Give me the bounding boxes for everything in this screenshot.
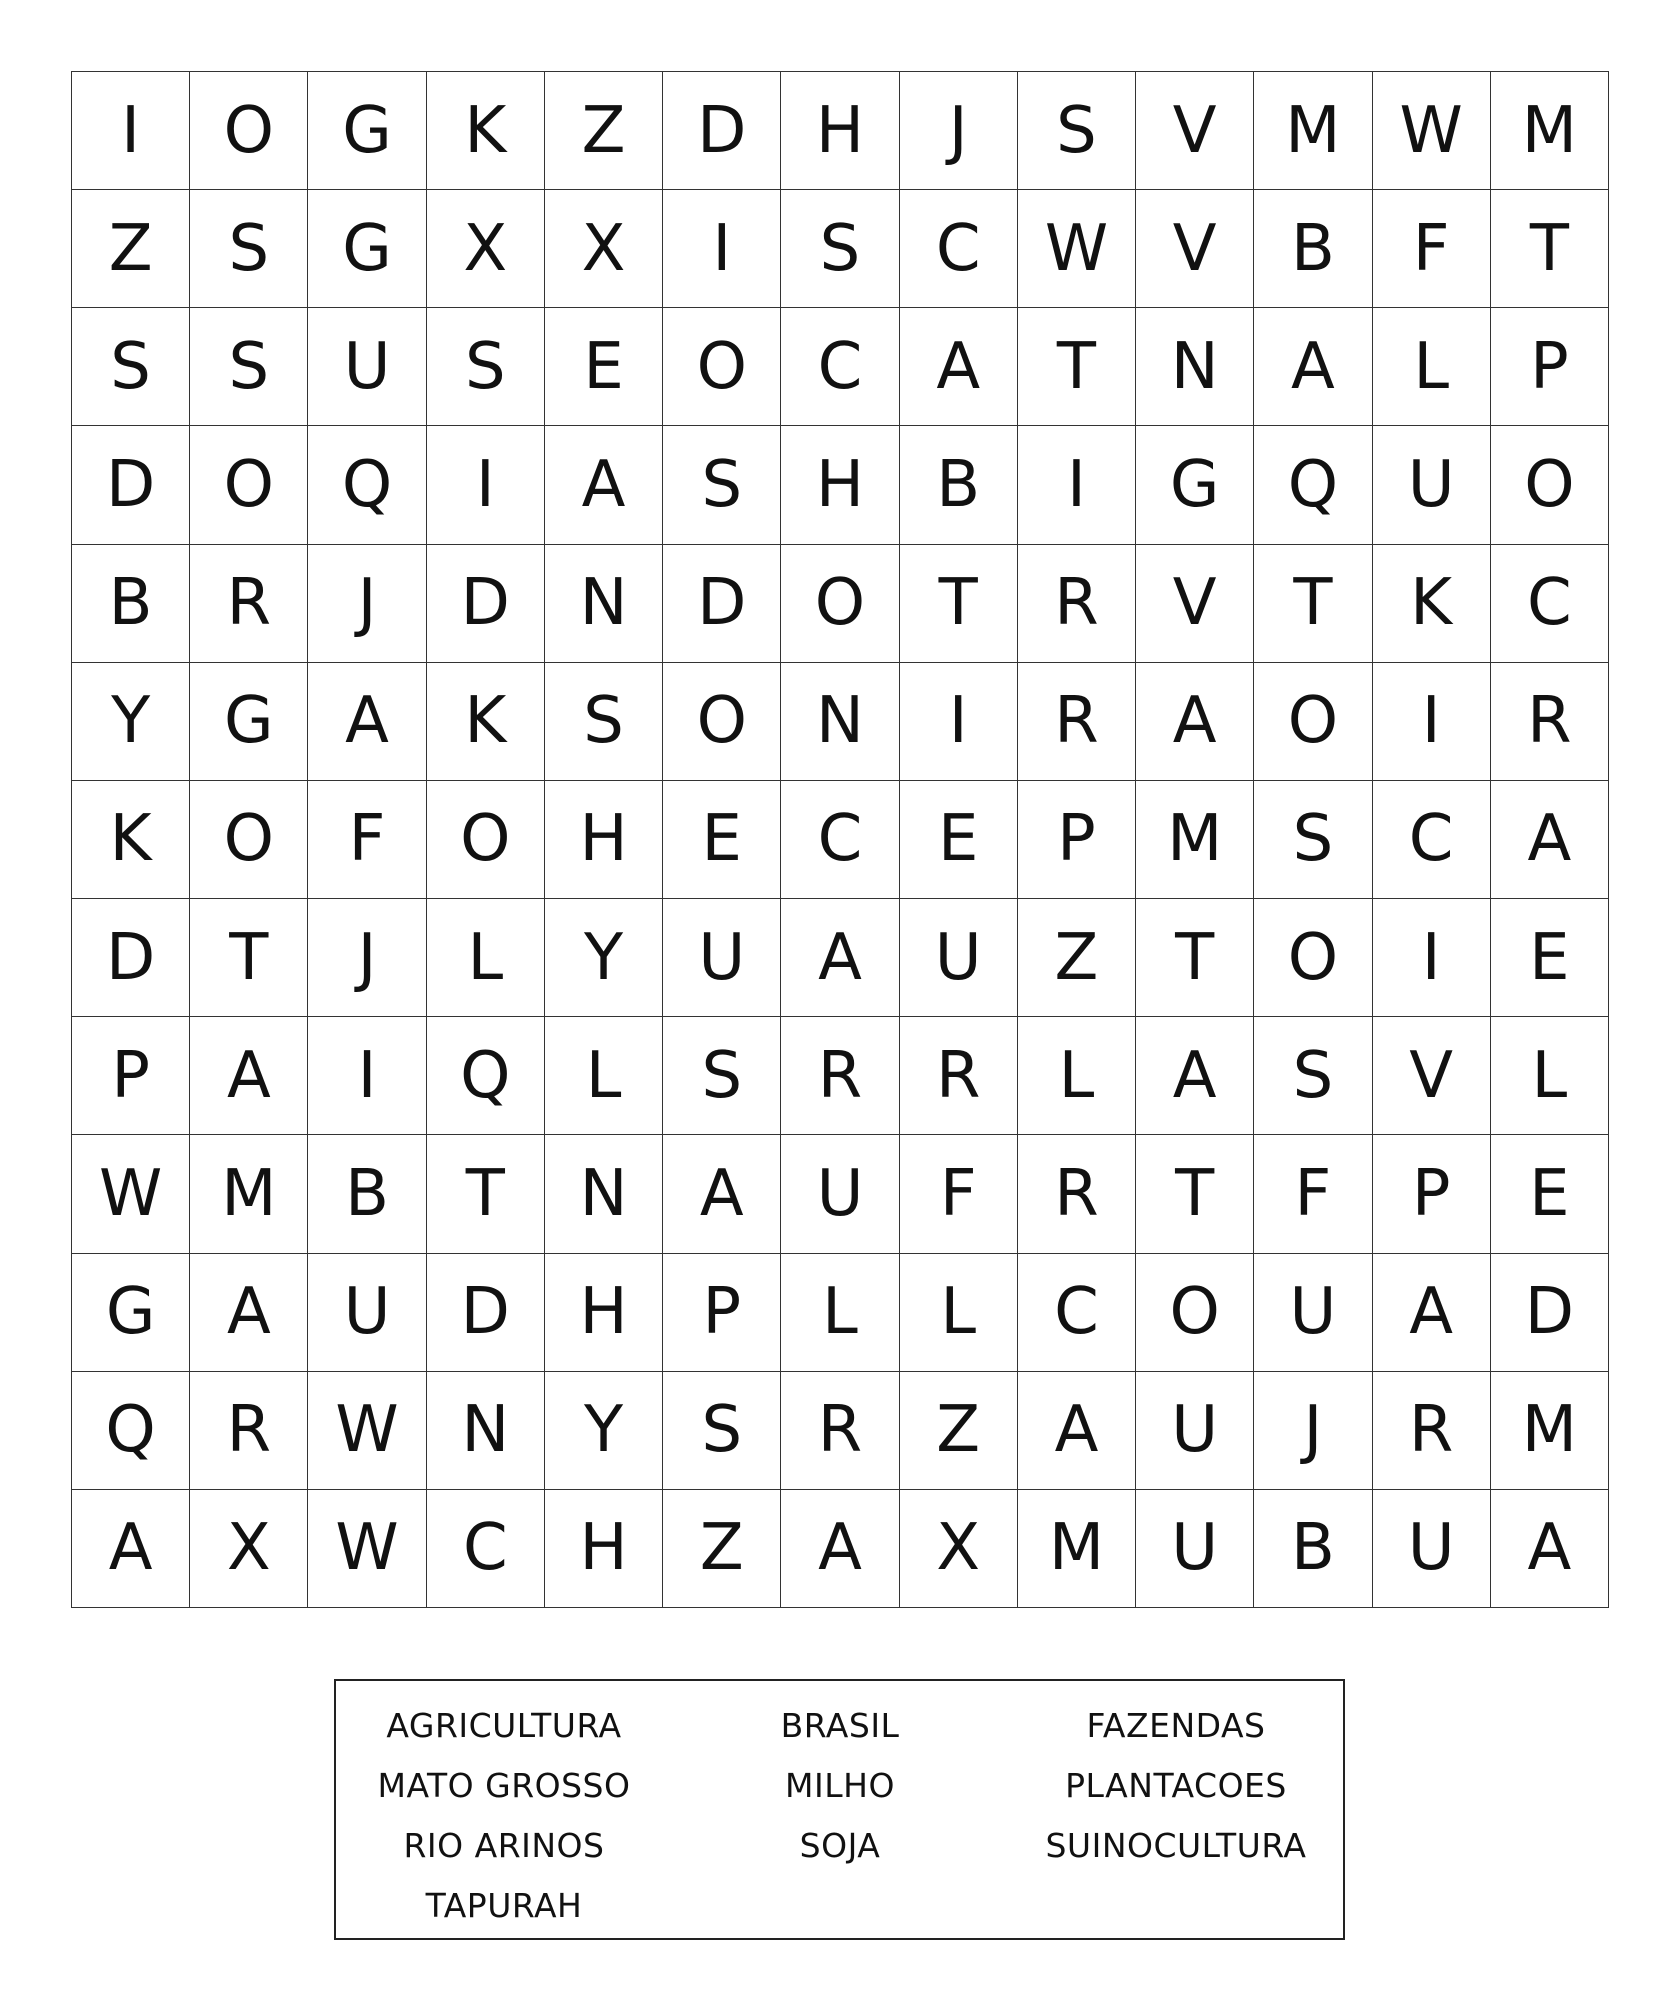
grid-cell[interactable]: S	[663, 426, 781, 544]
grid-cell[interactable]: T	[190, 899, 308, 1017]
word-list-item: SOJA	[799, 1825, 881, 1865]
grid-cell[interactable]: K	[427, 72, 545, 190]
grid-cell[interactable]: A	[190, 1017, 308, 1135]
grid-cell[interactable]: G	[308, 72, 426, 190]
grid-cell[interactable]: R	[1491, 663, 1609, 781]
grid-cell[interactable]: A	[1373, 1254, 1491, 1372]
grid-cell[interactable]: I	[308, 1017, 426, 1135]
grid-cell[interactable]: M	[1254, 72, 1372, 190]
grid-cell[interactable]: U	[663, 899, 781, 1017]
grid-cell[interactable]: E	[545, 308, 663, 426]
grid-cell[interactable]: W	[308, 1372, 426, 1490]
grid-cell[interactable]: V	[1136, 190, 1254, 308]
grid-cell[interactable]: N	[427, 1372, 545, 1490]
grid-cell[interactable]: W	[1018, 190, 1136, 308]
grid-cell[interactable]: P	[1491, 308, 1609, 426]
grid-cell[interactable]: T	[1136, 1135, 1254, 1253]
grid-cell[interactable]: M	[1491, 1372, 1609, 1490]
grid-cell[interactable]: N	[545, 545, 663, 663]
letter-grid	[71, 71, 1609, 1608]
grid-cell[interactable]: O	[427, 781, 545, 899]
grid-cell[interactable]: B	[1254, 190, 1372, 308]
grid-cell[interactable]: V	[1136, 72, 1254, 190]
grid-cell[interactable]: W	[1373, 72, 1491, 190]
grid-cell[interactable]: I	[1018, 426, 1136, 544]
grid-cell[interactable]: U	[1254, 1254, 1372, 1372]
grid-cell[interactable]: A	[1491, 1490, 1609, 1608]
grid-cell[interactable]: V	[1136, 545, 1254, 663]
grid-cell[interactable]: D	[427, 545, 545, 663]
grid-cell[interactable]: O	[190, 72, 308, 190]
grid-cell[interactable]: Y	[72, 663, 190, 781]
grid-cell[interactable]: D	[1491, 1254, 1609, 1372]
grid-cell[interactable]: A	[545, 426, 663, 544]
grid-cell[interactable]: T	[1491, 190, 1609, 308]
grid-cell[interactable]: F	[1373, 190, 1491, 308]
grid-cell[interactable]: Q	[308, 426, 426, 544]
grid-cell[interactable]: A	[900, 308, 1018, 426]
grid-cell[interactable]: E	[1491, 899, 1609, 1017]
grid-cell[interactable]: A	[663, 1135, 781, 1253]
grid-cell[interactable]: B	[1254, 1490, 1372, 1608]
grid-cell[interactable]: R	[1373, 1372, 1491, 1490]
grid-cell[interactable]: U	[1373, 426, 1491, 544]
grid-cell[interactable]: R	[1018, 1135, 1136, 1253]
grid-cell[interactable]: M	[190, 1135, 308, 1253]
grid-cell[interactable]: S	[1018, 72, 1136, 190]
grid-cell[interactable]: B	[72, 545, 190, 663]
grid-cell[interactable]: T	[900, 545, 1018, 663]
grid-cell[interactable]: D	[72, 426, 190, 544]
grid-cell[interactable]: Z	[72, 190, 190, 308]
grid-cell[interactable]: I	[663, 190, 781, 308]
grid-cell[interactable]: R	[781, 1372, 899, 1490]
grid-cell[interactable]: P	[1373, 1135, 1491, 1253]
grid-cell[interactable]: A	[1491, 781, 1609, 899]
grid-cell[interactable]: O	[1491, 426, 1609, 544]
grid-cell[interactable]: A	[781, 1490, 899, 1608]
grid-cell[interactable]: A	[781, 899, 899, 1017]
grid-cell[interactable]: Z	[1018, 899, 1136, 1017]
grid-cell[interactable]: U	[900, 899, 1018, 1017]
grid-cell[interactable]: B	[900, 426, 1018, 544]
grid-cell[interactable]: S	[1254, 781, 1372, 899]
grid-cell[interactable]: X	[190, 1490, 308, 1608]
grid-cell[interactable]: D	[663, 545, 781, 663]
grid-cell[interactable]: K	[72, 781, 190, 899]
grid-cell[interactable]: J	[308, 899, 426, 1017]
grid-cell[interactable]: I	[1373, 663, 1491, 781]
grid-cell[interactable]: X	[545, 190, 663, 308]
word-list-item: MILHO	[785, 1765, 895, 1805]
grid-cell[interactable]: L	[427, 899, 545, 1017]
grid-cell[interactable]: Y	[545, 1372, 663, 1490]
grid-cell[interactable]: L	[900, 1254, 1018, 1372]
grid-cell[interactable]: C	[1373, 781, 1491, 899]
grid-cell[interactable]: Z	[663, 1490, 781, 1608]
grid-cell[interactable]: C	[427, 1490, 545, 1608]
grid-cell[interactable]: Z	[545, 72, 663, 190]
grid-cell[interactable]: M	[1491, 72, 1609, 190]
grid-cell[interactable]: G	[1136, 426, 1254, 544]
grid-cell[interactable]: M	[1018, 1490, 1136, 1608]
grid-cell[interactable]: F	[308, 781, 426, 899]
grid-cell[interactable]: T	[1136, 899, 1254, 1017]
grid-cell[interactable]: N	[781, 663, 899, 781]
grid-cell[interactable]: A	[1136, 663, 1254, 781]
grid-cell[interactable]: H	[545, 1490, 663, 1608]
grid-cell[interactable]: A	[1136, 1017, 1254, 1135]
grid-cell[interactable]: O	[663, 308, 781, 426]
grid-cell[interactable]: J	[1254, 1372, 1372, 1490]
word-list-item: PLANTACOES	[1065, 1765, 1287, 1805]
grid-cell[interactable]: C	[900, 190, 1018, 308]
word-list-box	[334, 1679, 1345, 1940]
grid-cell[interactable]: C	[1491, 545, 1609, 663]
grid-cell[interactable]: H	[781, 426, 899, 544]
word-list-item: SUINOCULTURA	[1045, 1825, 1307, 1865]
grid-cell[interactable]: G	[190, 663, 308, 781]
grid-cell[interactable]: L	[1018, 1017, 1136, 1135]
grid-cell[interactable]: A	[72, 1490, 190, 1608]
grid-cell[interactable]: U	[781, 1135, 899, 1253]
grid-cell[interactable]: H	[781, 72, 899, 190]
grid-cell[interactable]: L	[1373, 308, 1491, 426]
grid-cell[interactable]: Q	[427, 1017, 545, 1135]
grid-cell[interactable]: L	[1491, 1017, 1609, 1135]
grid-cell[interactable]: G	[308, 190, 426, 308]
grid-cell[interactable]: E	[900, 781, 1018, 899]
word-list-item: TAPURAH	[425, 1885, 583, 1925]
grid-cell[interactable]: Q	[72, 1372, 190, 1490]
grid-cell[interactable]: O	[1254, 663, 1372, 781]
grid-cell[interactable]: D	[427, 1254, 545, 1372]
grid-cell[interactable]: I	[900, 663, 1018, 781]
grid-cell[interactable]: B	[308, 1135, 426, 1253]
grid-cell[interactable]: S	[190, 308, 308, 426]
word-list-item: RIO ARINOS	[403, 1825, 605, 1865]
word-list-item: BRASIL	[780, 1705, 900, 1745]
grid-cell[interactable]: O	[190, 781, 308, 899]
grid-cell[interactable]: W	[72, 1135, 190, 1253]
grid-cell[interactable]: T	[427, 1135, 545, 1253]
grid-cell[interactable]: R	[1018, 663, 1136, 781]
grid-cell[interactable]: C	[781, 781, 899, 899]
grid-cell[interactable]: E	[663, 781, 781, 899]
grid-cell[interactable]: R	[190, 1372, 308, 1490]
grid-cell[interactable]: R	[190, 545, 308, 663]
grid-cell[interactable]: M	[1136, 781, 1254, 899]
grid-cell[interactable]: S	[781, 190, 899, 308]
grid-cell[interactable]: D	[72, 899, 190, 1017]
grid-cell[interactable]: F	[1254, 1135, 1372, 1253]
grid-cell[interactable]: S	[1254, 1017, 1372, 1135]
grid-cell[interactable]: U	[1136, 1490, 1254, 1608]
grid-cell[interactable]: C	[781, 308, 899, 426]
grid-cell[interactable]: I	[427, 426, 545, 544]
grid-cell[interactable]: F	[900, 1135, 1018, 1253]
grid-cell[interactable]: K	[427, 663, 545, 781]
grid-cell[interactable]: X	[900, 1490, 1018, 1608]
grid-cell[interactable]: O	[663, 663, 781, 781]
grid-cell[interactable]: I	[1373, 899, 1491, 1017]
grid-cell[interactable]: N	[545, 1135, 663, 1253]
grid-cell[interactable]: S	[427, 308, 545, 426]
grid-cell[interactable]: H	[545, 1254, 663, 1372]
grid-cell[interactable]: P	[72, 1017, 190, 1135]
grid-cell[interactable]: A	[1254, 308, 1372, 426]
grid-cell[interactable]: R	[1018, 545, 1136, 663]
grid-cell[interactable]: R	[781, 1017, 899, 1135]
grid-cell[interactable]: X	[427, 190, 545, 308]
grid-cell[interactable]: G	[72, 1254, 190, 1372]
grid-cell[interactable]: O	[190, 426, 308, 544]
word-list-item: AGRICULTURA	[386, 1705, 622, 1745]
grid-cell[interactable]: U	[308, 1254, 426, 1372]
grid-cell[interactable]: L	[781, 1254, 899, 1372]
grid-cell[interactable]: O	[781, 545, 899, 663]
word-list	[336, 1695, 1343, 1935]
grid-cell[interactable]: C	[1018, 1254, 1136, 1372]
grid-cell[interactable]: A	[1018, 1372, 1136, 1490]
grid-cell[interactable]: U	[1136, 1372, 1254, 1490]
grid-cell[interactable]: A	[190, 1254, 308, 1372]
grid-cell[interactable]: J	[308, 545, 426, 663]
grid-cell[interactable]: U	[1373, 1490, 1491, 1608]
grid-cell[interactable]: S	[545, 663, 663, 781]
grid-cell[interactable]: A	[308, 663, 426, 781]
grid-cell[interactable]: V	[1373, 1017, 1491, 1135]
grid-cell[interactable]: T	[1018, 308, 1136, 426]
grid-cell[interactable]: E	[1491, 1135, 1609, 1253]
grid-cell[interactable]: O	[1136, 1254, 1254, 1372]
grid-cell[interactable]: W	[308, 1490, 426, 1608]
grid-cell[interactable]: D	[663, 72, 781, 190]
grid-cell[interactable]: S	[72, 308, 190, 426]
grid-cell[interactable]: K	[1373, 545, 1491, 663]
grid-cell[interactable]: P	[663, 1254, 781, 1372]
grid-cell[interactable]: U	[308, 308, 426, 426]
grid-cell[interactable]: T	[1254, 545, 1372, 663]
grid-cell[interactable]: L	[545, 1017, 663, 1135]
grid-cell[interactable]: S	[663, 1017, 781, 1135]
grid-cell[interactable]: H	[545, 781, 663, 899]
grid-cell[interactable]: R	[900, 1017, 1018, 1135]
grid-cell[interactable]: Q	[1254, 426, 1372, 544]
grid-cell[interactable]: Y	[545, 899, 663, 1017]
grid-cell[interactable]: J	[900, 72, 1018, 190]
grid-cell[interactable]: S	[190, 190, 308, 308]
grid-cell[interactable]: I	[72, 72, 190, 190]
word-list-item: MATO GROSSO	[377, 1765, 631, 1805]
grid-cell[interactable]: O	[1254, 899, 1372, 1017]
grid-cell[interactable]: P	[1018, 781, 1136, 899]
grid-cell[interactable]: N	[1136, 308, 1254, 426]
word-list-item: FAZENDAS	[1086, 1705, 1266, 1745]
grid-cell[interactable]: Z	[900, 1372, 1018, 1490]
grid-cell[interactable]: S	[663, 1372, 781, 1490]
